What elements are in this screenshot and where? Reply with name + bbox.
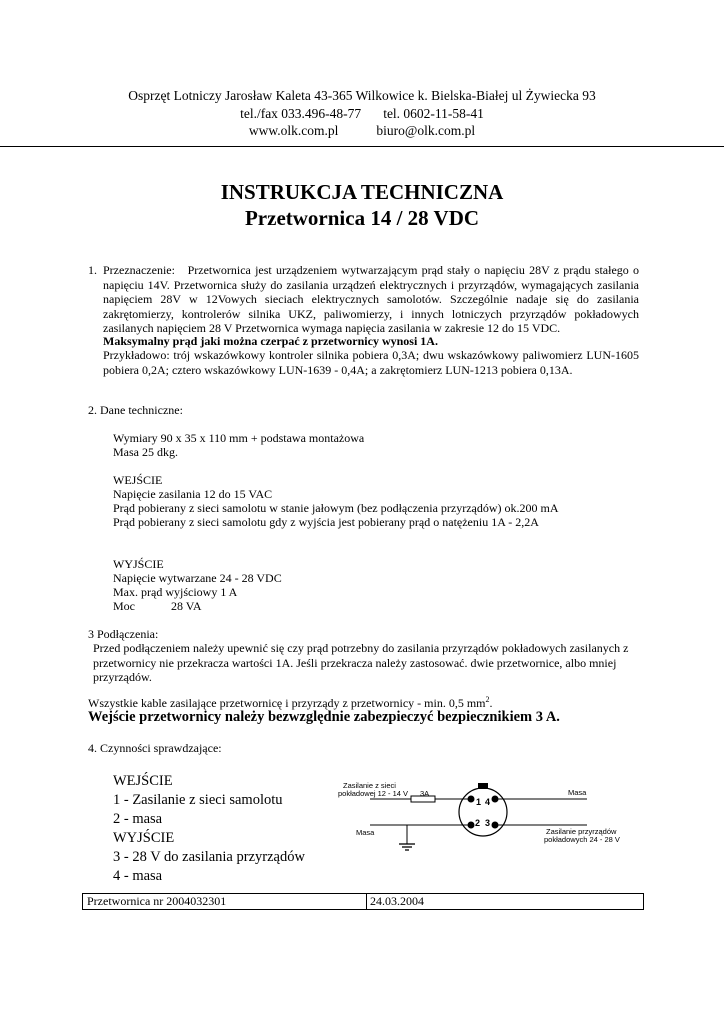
connector-pins <box>468 783 499 829</box>
company-mobile: tel. 0602-11-58-41 <box>383 106 484 121</box>
section4-heading: 4. Czynności sprawdzające: <box>88 741 222 755</box>
legend-pin1: 1 - Zasilanie z sieci samolotu <box>113 792 283 808</box>
cables-text: Wszystkie kable zasilające przetwornicę i przyrządy z przetwornicy - min. 0,5 mm <box>88 696 486 710</box>
section3-heading: 3 Podłączenia: <box>88 627 159 641</box>
label-supply-line2: pokładowej 12 - 14 V <box>338 789 409 798</box>
spec-load-current: Prąd pobierany z sieci samolotu gdy z wyjścia jest pobierany prąd o natężeniu 1A - 2,2A <box>113 515 539 529</box>
pin-1-dot <box>468 796 475 803</box>
pin-4-dot <box>492 796 499 803</box>
footer-serial: Przetwornica nr 2004032301 <box>83 894 367 909</box>
label-output-line2: pokładowych 24 - 28 V <box>544 835 620 844</box>
doc-subtitle: Przetwornica 14 / 28 VDC <box>244 206 480 230</box>
cables-sup: 2 <box>485 695 490 704</box>
legend-pin2: 2 - masa <box>113 811 163 827</box>
spec-power <box>113 599 202 614</box>
section1-text: Przetwornica jest urządzeniem wytwarzającym prąd stały o napięciu 28V z prądu stałego o napięciu 14V. Przetwornica służy do zasilania urządzeń elektrycznych i przyrządów, wymagających zasilania napięciem 28V w 12Vowych sieciach elektrycznych samolotów. Szczególnie nadaje się do zasilania zakrętomierzy, kontrolerów silnika UKZ, paliwomierzy, i innych lotniczych przyrządów pokładowych zasilanych napięciem 28 V Przetwornica wymaga napięcia zasilania w zakresie 12 do 15 VDC. <box>103 263 639 335</box>
wiring-diagram <box>325 772 635 868</box>
spec-dimensions: Wymiary 90 x 35 x 110 mm + podstawa montażowa <box>113 431 365 445</box>
section1-example: Przykładowo: trój wskazówkowy kontroler silnika pobiera 0,3A; dwu wskazówkowy paliwomierz LUN-1605 pobiera 0,2A; cztero wskazówkowy LUN-1639 - 0,4A; a zakrętomierz LUN-1213 pobiera 0,13A. <box>103 348 639 377</box>
label-supply-line1: Zasilanie z sieci <box>343 781 396 790</box>
spec-idle-current: Prąd pobierany z sieci samolotu w stanie jałowym (bez podłączenia przyrządów) ok.200 mA <box>113 501 559 515</box>
ground-symbol <box>399 844 415 850</box>
section1-label: Przeznaczenie: <box>103 263 175 277</box>
label-ground-left: Masa <box>356 828 375 837</box>
spec-power-label: Moc <box>113 599 135 613</box>
pin-1-label: 1 <box>476 797 482 807</box>
label-ground-right: Masa <box>568 788 587 797</box>
connector-key <box>478 783 488 789</box>
doc-title: INSTRUKCJA TECHNICZNA <box>220 180 504 204</box>
pin-3-label: 3 <box>485 818 491 828</box>
section3-text: Przed podłączeniem należy upewnić się czy prąd potrzebny do zasilania przyrządów pokładowych zasilanych z przetwornicy nie przekracza wartości 1A. Jeśli przekracza należy zastosować. dwie przetwornice, albo mniej przyrządów. <box>93 641 629 684</box>
connector-body <box>459 788 507 836</box>
company-phone: tel./fax 033.496-48-77 <box>240 106 362 121</box>
legend-output-heading: WYJŚCIE <box>113 830 175 846</box>
pin-2-label: 2 <box>475 818 481 828</box>
section1-number: 1. <box>88 263 97 277</box>
legend-pin4: 4 - masa <box>113 868 163 884</box>
spec-input-heading: WEJŚCIE <box>113 473 163 487</box>
spec-output-heading: WYJŚCIE <box>113 557 164 571</box>
spec-power-value: 28 VA <box>171 599 202 613</box>
pin-3-dot <box>492 822 499 829</box>
legend-pin3: 3 - 28 V do zasilania przyrządów <box>113 849 305 865</box>
spec-max-current: Max. prąd wyjściowy 1 A <box>113 585 238 599</box>
pin-legend <box>113 772 305 886</box>
spec-input-voltage: Napięcie zasilania 12 do 15 VAC <box>113 487 273 501</box>
legend-input-heading: WEJŚCIE <box>113 773 173 789</box>
label-output-line1: Zasilanie przyrządów <box>546 827 617 836</box>
company-website[interactable]: www.olk.com.pl <box>248 123 339 138</box>
footer-table <box>82 893 644 910</box>
pin-2-dot <box>468 822 475 829</box>
cables-end: . <box>489 696 493 710</box>
footer-date: 24.03.2004 <box>370 894 424 908</box>
pin-4-label: 4 <box>485 797 491 807</box>
spec-mass: Masa 25 dkg. <box>113 445 178 459</box>
company-email[interactable]: biuro@olk.com.pl <box>376 123 476 138</box>
spec-output-voltage: Napięcie wytwarzane 24 - 28 VDC <box>113 571 282 585</box>
header-divider <box>0 146 724 147</box>
section2-heading: 2. Dane techniczne: <box>88 403 183 417</box>
fuse-warning: Wejście przetwornicy należy bezwzględnie zabezpieczyć bezpiecznikiem 3 A. <box>88 709 560 725</box>
section1-max-current: Maksymalny prąd jaki można czerpać z przetwornicy wynosi 1A. <box>103 334 438 348</box>
company-address: Osprzęt Lotniczy Jarosław Kaleta 43-365 Wilkowice k. Bielska-Białej ul Żywiecka 93 <box>128 88 596 103</box>
label-fuse: 3A <box>420 789 430 798</box>
company-web <box>0 121 724 140</box>
section1-body <box>103 263 639 336</box>
